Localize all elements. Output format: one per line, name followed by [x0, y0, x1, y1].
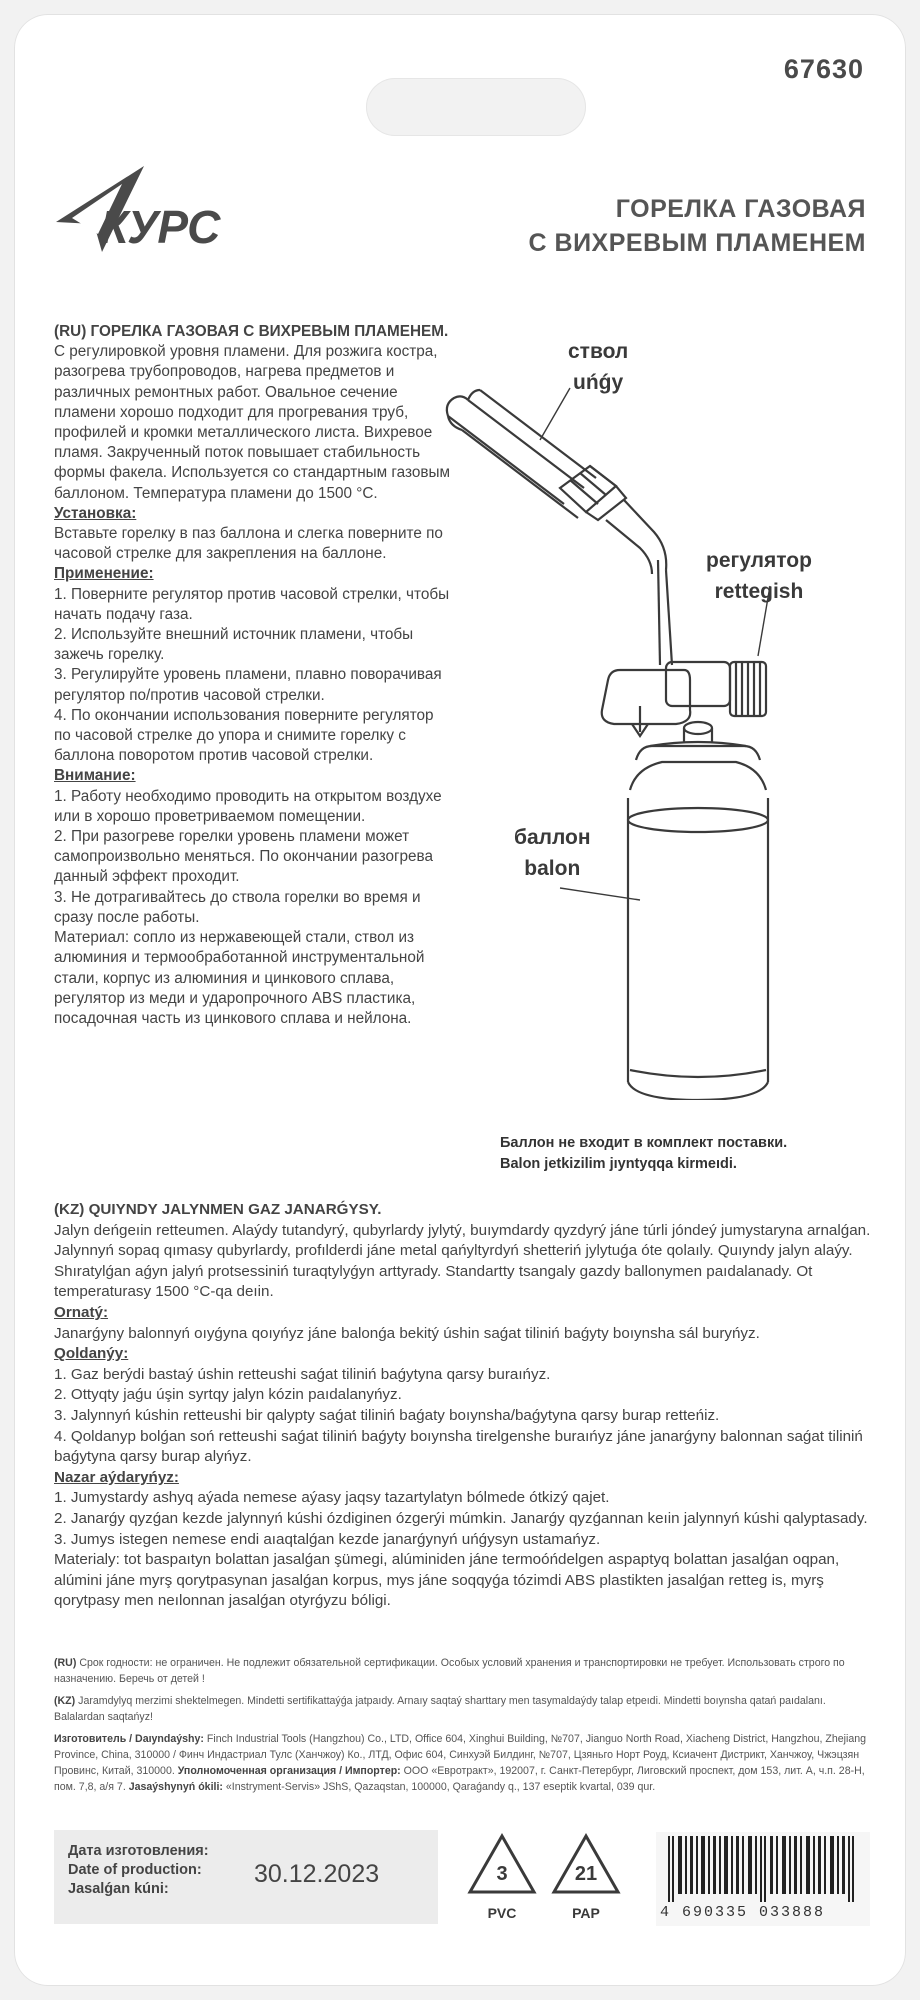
rep-text: «Instryment-Servis» JShS, Qazaqstan, 100000, Qaraǵandy q., 137 eseptik kvartal, 039 qur. [225, 1781, 656, 1793]
ru-install-text: Вставьте горелку в паз баллона и слегка поверните по часовой стрелке для закрепления на баллоне. [54, 525, 443, 563]
kz-warn-item: 1. Jumystardy ashyq aýada nemese aýasy jaqsy tazartylatyn bólmede ótkizý qajet. [54, 1489, 610, 1507]
product-title [529, 192, 866, 260]
ru-use-title: Применение: [54, 565, 154, 583]
torch-diagram [440, 380, 820, 1100]
ru-use-item: 3. Регулируйте уровень пламени, плавно поворачивая регулятор по/против часовой стрелки. [54, 666, 442, 704]
fineprint-kz [54, 1693, 872, 1725]
kz-install-title: Ornatý: [54, 1303, 109, 1321]
note-kz: Balon jetkizilim jıyntyqqa kirmeıdi. [500, 1156, 737, 1172]
kz-use-item: 1. Gaz berýdi bastaý úshin retteushi saǵat tiliniń baǵytyna qarsy buraıńyz. [54, 1365, 551, 1383]
label-cylinder-ru: баллон [514, 826, 591, 849]
importer-text: ООО «Евротракт», 192007, г. Санкт-Петербург, Лиговский проспект, дом 153, лит. А, ч.п. 28-Н, пом. 7,8, а/я 7. [54, 1765, 865, 1793]
ru-warn-title: Внимание: [54, 767, 136, 785]
kz-install-text: Janarǵyny balonnyń oıyǵyna qoıyńyz jáne balonǵa bekitý úshin saǵat tiliniń baǵyty boıynsha sál buryńyz. [54, 1324, 760, 1342]
ru-description [54, 322, 454, 1029]
production-label-ru: Дата изготовления: [68, 1843, 209, 1859]
recycle-material-pvc: PVC [487, 1905, 517, 1921]
fineprint [54, 1655, 872, 1801]
label-barrel-kz: uńǵy [573, 371, 624, 394]
hang-hole [366, 78, 586, 136]
recycle-material-pap: PAP [572, 1905, 600, 1921]
label-barrel [568, 336, 628, 398]
kz-warn-item: 2. Janarǵy qyzǵan kezde jalynnyń kúshi ózdiginen ózgerýi múmkin. Janarǵy qyzǵannan keıin jalynnyń kúshi qalyptasady. [54, 1509, 868, 1527]
fineprint-ru-text: Срок годности: не ограничен. Не подлежит обязательной сертификации. Особых условий хранения и транспортировки не требует. Использовать строго по назначению. Беречь от детей ! [54, 1657, 845, 1685]
label-barrel-ru: ствол [568, 340, 629, 363]
kz-description [54, 1200, 874, 1612]
cylinder-not-included-note [500, 1133, 787, 1175]
production-label-en: Date of production: [68, 1862, 202, 1878]
kz-material: Materialy: tot baspaıtyn bolattan jasalǵan şümegi, alúminiden jáne termoóńdelgen aspaptyq bolattan jasalǵan oqpan, alúmini jáne myrş qorytpasynan jasalǵan korpus, mys jáne soqqyǵa tózimdi ABS plastikten jasalǵan retteg is, myrş qorytpasy men neılonnan jasalǵan otyrǵyzu bóligi. [54, 1551, 840, 1610]
recycle-number-pap: 21 [574, 1863, 598, 1885]
barcode-number: 4 690335 033888 [660, 1904, 826, 1921]
kz-use-title: Qoldanýy: [54, 1345, 129, 1363]
article-number: 67630 [783, 54, 864, 84]
label-cylinder-kz: balon [524, 857, 581, 880]
kz-use-item: 4. Qoldanyp bolǵan soń retteushi saǵat tiliniń baǵyty boıynsha tirelgenshe buraıńyz jáne janarǵyny balonnan saǵat tiliniń baǵytyna qarsy burap alyńyz. [54, 1427, 863, 1466]
kz-use-item: 2. Ottyqty jaǵu úşin syrtqy jalyn kózin paıdalanyńyz. [54, 1386, 402, 1404]
kz-warn-title: Nazar aýdaryńyz: [54, 1468, 179, 1486]
product-title-line1: ГОРЕЛКА ГАЗОВАЯ [615, 195, 866, 223]
recycle-icon-pvc [462, 1830, 542, 1926]
fineprint-maker [54, 1731, 872, 1795]
recycle-number-pvc: 3 [496, 1863, 508, 1885]
fineprint-kz-text: Jaramdylyq merzimi shektelmegen. Mindetti sertifikattaýǵa jatpaıdy. Arnaıy saqtaý sharttary men tasymaldaýdy talap etpeıdi. Mindetti boıynsha qatań paıdalanı. Balalardan saqtańyz! [54, 1695, 826, 1723]
fineprint-kz-tag: (KZ) [54, 1695, 76, 1707]
production-date: 30.12.2023 [254, 1860, 380, 1888]
ru-intro: С регулировкой уровня пламени. Для розжига костра, разогрева трубопроводов, нагрева предметов и различных ремонтных работ. Овальное сечение пламени хорошо подходит для прогревания труб, профилей и кромки металлического листа. Вихревое пламя. Закрученный поток повышает стабильность формы факела. Используется со стандартным газовым баллоном. Температура пламени до 1500 °C. [54, 343, 450, 502]
production-date-labels [68, 1842, 209, 1899]
ru-warn-item: 2. При разогреве горелки уровень пламени может самопроизвольно меняться. По окончании разогрева данный эффект проходит. [54, 828, 434, 886]
label-cylinder [514, 822, 591, 884]
ru-warn-item: 3. Не дотрагивайтесь до ствола горелки во время и сразу после работы. [54, 888, 421, 926]
importer-label: Уполномоченная организация / Импортер: [177, 1765, 401, 1777]
ru-warn-item: 1. Работу необходимо проводить на открытом воздухе или в хорошо проветриваемом помещении. [54, 787, 442, 825]
label-regulator-kz: rettegish [714, 580, 804, 603]
ru-heading: (RU) ГОРЕЛКА ГАЗОВАЯ С ВИХРЕВЫМ ПЛАМЕНЕМ. [54, 323, 449, 340]
ru-install-title: Установка: [54, 504, 137, 522]
ru-use-item: 4. По окончании использования поверните регулятор по часовой стрелке до упора и снимите горелку с баллона поворотом против часовой стрелки. [54, 706, 434, 765]
maker-text: Finch Industrial Tools (Hangzhou) Co., LTD, Office 604, Xinghui Building, №707, Jianguo North Road, Xiacheng District, Hangzhou, Zhejiang Province, China, 310000 / Финч Индастриал Тулс (Ханчжоу) Ко., ЛТД, Офис 604, Синхуэй Билдинг, №707, Цзяньго Норт Роуд, Ксиачент Дистрикт, Ханчжоу, Чжэцзян Провинс, Китай, 310000. [54, 1733, 867, 1777]
kz-heading: (KZ) QUIYNDY JALYNMEN GAZ JANARǴYSY. [54, 1201, 382, 1218]
maker-label: Изготовитель / Daıyndaýshy: [54, 1733, 204, 1745]
kz-use-item: 3. Jalynnyń kúshin retteushi bir qalypty saǵat tiliniń baǵaty boıynsha/baǵytyna qarsy burap retteńiz. [54, 1406, 720, 1424]
ru-use-item: 1. Поверните регулятор против часовой стрелки, чтобы начать подачу газа. [54, 585, 450, 623]
production-date-box [54, 1830, 438, 1924]
rep-label: Jasaýshynyń ókili: [128, 1781, 223, 1793]
ru-use-item: 2. Используйте внешний источник пламени, чтобы зажечь горелку. [54, 626, 414, 664]
ru-material: Материал: сопло из нержавеющей стали, ствол из алюминия и термообработанной инструментальной стали, корпус из алюминия и цинкового сплава, регулятор из меди и ударопрочного ABS пластика, посадочная часть из цинкового сплава и нейлона. [54, 929, 425, 1027]
note-ru: Баллон не входит в комплект поставки. [500, 1135, 788, 1151]
fineprint-ru-tag: (RU) [54, 1657, 77, 1669]
recycle-icon-pap [546, 1830, 626, 1926]
brand-logo-text: КУРС [100, 201, 220, 253]
kz-warn-item: 3. Jumys istegen nemese endi aıaqtalǵan kezde janarǵynyń uńǵysyn ustamańyz. [54, 1530, 601, 1548]
barcode-bars [656, 1832, 870, 1902]
label-regulator-ru: регулятор [706, 549, 812, 572]
label-regulator [706, 545, 812, 607]
bottom-info [54, 1830, 868, 1930]
kz-intro: Jalyn deńgeıin retteumen. Alaýdy tutandyrý, qubyrlardy jylytý, buıymdardy qyzdyrý jáne túrli jóndeý jumystaryna arnalǵan. Jalynnyń sopaq qımasy qubyrlardy, profılderdi jáne metal qańyltyrdyń shetteriń jylytuǵa óte qolaıly. Quıyndy jalyn alaýy. Shıratylǵan aǵyn jalyń protsessiniń turaqtylyǵyn arttyrady. Standartty tsangaly gazdy ballonymen paıdalanady. Ot temperaturasy 1500 °C-qa deıin. [54, 1221, 871, 1301]
fineprint-ru [54, 1655, 872, 1687]
barcode [656, 1832, 870, 1926]
product-title-line2: С ВИХРЕВЫМ ПЛАМЕНЕМ [528, 229, 866, 257]
production-label-kz: Jasalǵan kúni: [68, 1881, 169, 1897]
